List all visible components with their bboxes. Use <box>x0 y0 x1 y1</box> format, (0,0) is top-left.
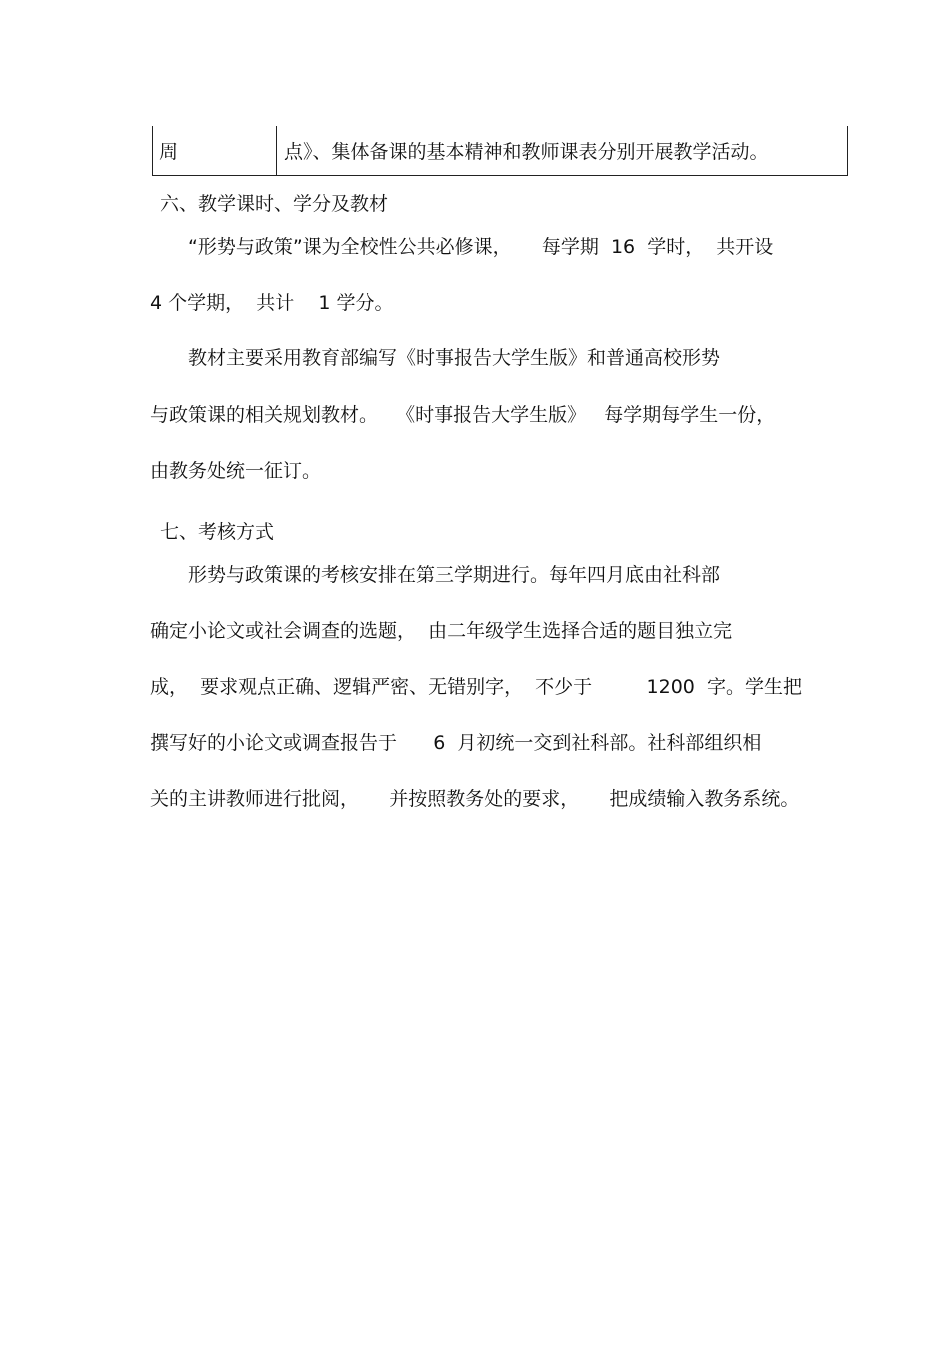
table-cell-right: 点》、集体备课的基本精神和教师课表分别开展教学活动。 <box>284 141 769 163</box>
paragraph-line: 撰写好的小论文或调查报告于 6 月初统一交到社科部。社科部组织相 <box>150 732 762 754</box>
table-fragment <box>152 126 848 176</box>
paragraph-line: 与政策课的相关规划教材。 《时事报告大学生版》 每学期每学生一份， <box>150 404 776 426</box>
table-column-divider <box>276 126 277 175</box>
section-heading-6: 六、教学课时、学分及教材 <box>160 193 389 215</box>
table-cell-left: 周 <box>159 141 179 163</box>
paragraph-line: 确定小论文或社会调查的选题， 由二年级学生选择合适的题目独立完 <box>150 620 733 642</box>
section-heading-7: 七、考核方式 <box>160 521 275 543</box>
paragraph-line: 教材主要采用教育部编写《时事报告大学生版》和普通高校形势 <box>188 347 721 369</box>
paragraph-line: 形势与政策课的考核安排在第三学期进行。每年四月底由社科部 <box>188 564 721 586</box>
paragraph-line: 4 个学期， 共计 1 学分。 <box>150 292 394 314</box>
paragraph-line: 由教务处统一征订。 <box>150 460 322 482</box>
paragraph-line: 关的主讲教师进行批阅， 并按照教务处的要求， 把成绩输入教务系统。 <box>150 788 800 810</box>
paragraph-line: 成， 要求观点正确、逻辑严密、无错别字， 不少于 1200 字。学生把 <box>150 676 802 698</box>
paragraph-line: “形势与政策”课为全校性公共必修课， 每学期 16 学时， 共开设 <box>188 236 774 258</box>
